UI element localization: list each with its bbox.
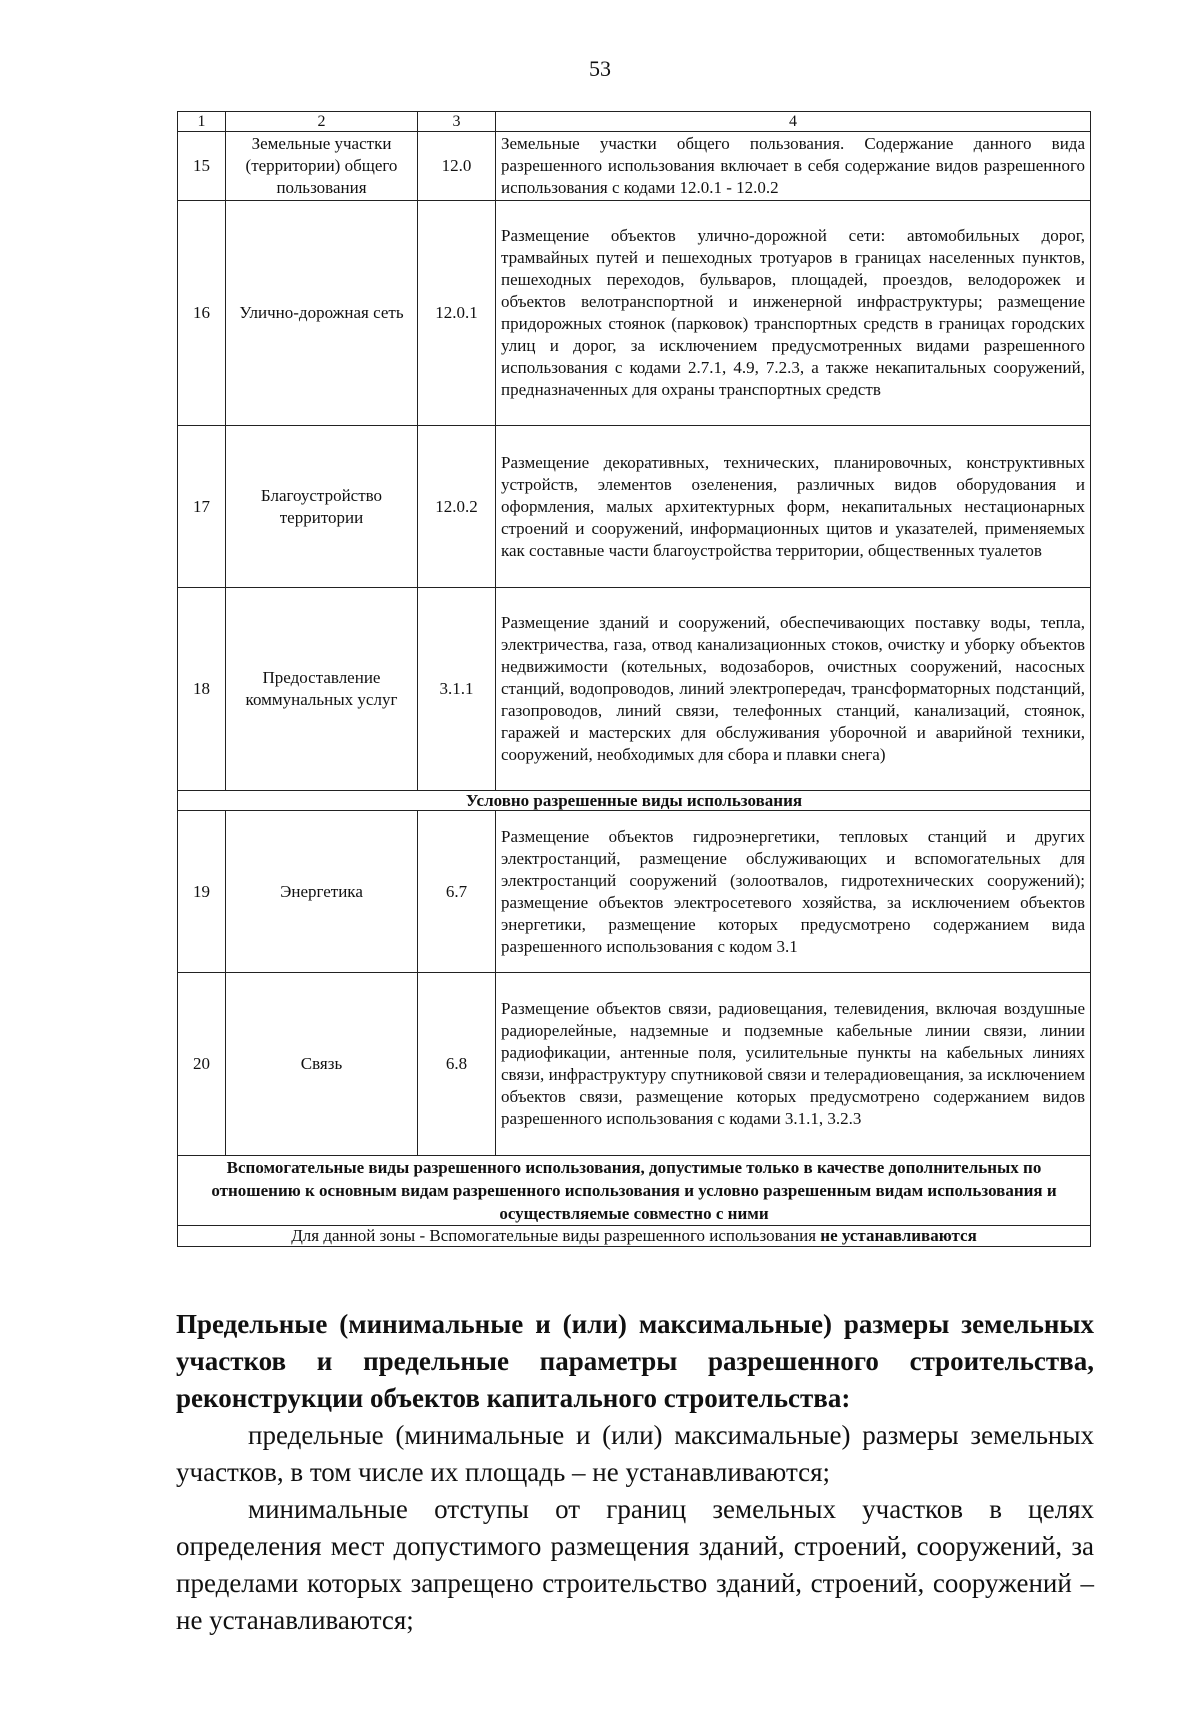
column-header: 1: [178, 112, 226, 132]
use-type-code: 12.0.2: [418, 426, 496, 588]
table-row: [178, 132, 1091, 201]
zone-note-emphasis: не устанавливаются: [820, 1226, 977, 1245]
section-heading: Предельные (минимальные и (или) максимальные) размеры земельных участков и предельные параметры разрешенного строительства, реконструкции объектов капитального строительства:: [176, 1309, 1094, 1413]
column-header: 4: [496, 112, 1091, 132]
use-type-name: Улично-дорожная сеть: [226, 201, 418, 426]
use-type-name: Предоставление коммунальных услуг: [226, 588, 418, 791]
paragraph-setbacks: минимальные отступы от границ земельных участков в целях определения мест допустимого размещения зданий, строений, сооружений, за пределами которых запрещено строительство зданий, строений, сооружений – не устанавливаются;: [176, 1494, 1094, 1635]
page-number: 53: [589, 56, 611, 81]
use-type-code: 3.1.1: [418, 588, 496, 791]
paragraph-plot-sizes: предельные (минимальные и (или) максимальные) размеры земельных участков, в том числе их площадь – не устанавливаются;: [176, 1420, 1094, 1487]
zone-note-row: [178, 1226, 1091, 1247]
row-number: 18: [178, 588, 226, 791]
table-header-row: [178, 112, 1091, 132]
row-number: 16: [178, 201, 226, 426]
table-row: [178, 426, 1091, 588]
use-type-description: Размещение декоративных, технических, планировочных, конструктивных устройств, элементов озеленения, различных видов оборудования и оформления, малых архитектурных форм, некапитальных нестационарных строений и сооружений, информационных щитов и указателей, применяемых как составные части благоустройства территории, общественных туалетов: [496, 426, 1091, 588]
table-row: [178, 973, 1091, 1156]
table-row: [178, 588, 1091, 791]
use-type-code: 6.8: [418, 973, 496, 1156]
use-type-description: Размещение зданий и сооружений, обеспечивающих поставку воды, тепла, электричества, газа, отвод канализационных стоков, очистку и уборку объектов недвижимости (котельных, водозаборов, очистных сооружений, насосных станций, водопроводов, линий электропередач, трансформаторных подстанций, газопроводов, линий связи, телефонных станций, канализаций, стоянок, гаражей и мастерских для обслуживания уборочной и аварийной техники, сооружений, необходимых для сбора и плавки снега): [496, 588, 1091, 791]
row-number: 20: [178, 973, 226, 1156]
use-type-code: 6.7: [418, 811, 496, 973]
zone-note-text: Для данной зоны - Вспомогательные виды разрешенного использования: [291, 1226, 821, 1245]
row-number: 17: [178, 426, 226, 588]
row-number: 19: [178, 811, 226, 973]
table-row: [178, 811, 1091, 973]
row-number: 15: [178, 132, 226, 201]
use-type-name: Энергетика: [226, 811, 418, 973]
use-type-description: Размещение объектов связи, радиовещания, телевидения, включая воздушные радиорелейные, надземные и подземные кабельные линии связи, линии радиофикации, антенные поля, усилительные пункты на кабельных линиях связи, инфраструктуру спутниковой связи и телерадиовещания, за исключением объектов связи, размещение которых предусмотрено содержанием видов разрешенного использования с кодами 3.1.1, 3.2.3: [496, 973, 1091, 1156]
use-type-description: Земельные участки общего пользования. Содержание данного вида разрешенного использования включает в себя содержание видов разрешенного использования с кодами 12.0.1 - 12.0.2: [496, 132, 1091, 201]
section-title-auxiliary: Вспомогательные виды разрешенного использования, допустимые только в качестве дополнительных по отношению к основным видам разрешенного использования и условно разрешенным видам использования и осуществляемые совместно с ними: [178, 1156, 1091, 1226]
use-type-name: Земельные участки (территории) общего пользования: [226, 132, 418, 201]
use-type-name: Связь: [226, 973, 418, 1156]
section-row-auxiliary: [178, 1156, 1091, 1226]
use-type-description: Размещение объектов улично-дорожной сети: автомобильных дорог, трамвайных путей и пешеходных тротуаров в границах населенных пунктов, пешеходных переходов, бульваров, площадей, проездов, велодорожек и объектов велотранспортной и инженерной инфраструктуры; размещение придорожных стоянок (парковок) транспортных средств в границах городских улиц и дорог, за исключением предусмотренных видами разрешенного использования с кодами 2.7.1, 4.9, 7.2.3, а также некапитальных сооружений, предназначенных для охраны транспортных средств: [496, 201, 1091, 426]
use-type-code: 12.0.1: [418, 201, 496, 426]
use-type-description: Размещение объектов гидроэнергетики, тепловых станций и других электростанций, размещение обслуживающих и вспомогательных для электростанций сооружений (золоотвалов, гидротехнических сооружений); размещение объектов электросетевого хозяйства, за исключением объектов энергетики, размещение которых предусмотрено содержанием вида разрешенного использования с кодом 3.1: [496, 811, 1091, 973]
section-row-conditional: [178, 791, 1091, 811]
column-header: 2: [226, 112, 418, 132]
section-title-conditional: Условно разрешенные виды использования: [178, 791, 1091, 811]
use-type-code: 12.0: [418, 132, 496, 201]
column-header: 3: [418, 112, 496, 132]
use-type-name: Благоустройство территории: [226, 426, 418, 588]
zone-note: [178, 1226, 1091, 1247]
table-row: [178, 201, 1091, 426]
land-use-table: [177, 111, 1091, 1247]
